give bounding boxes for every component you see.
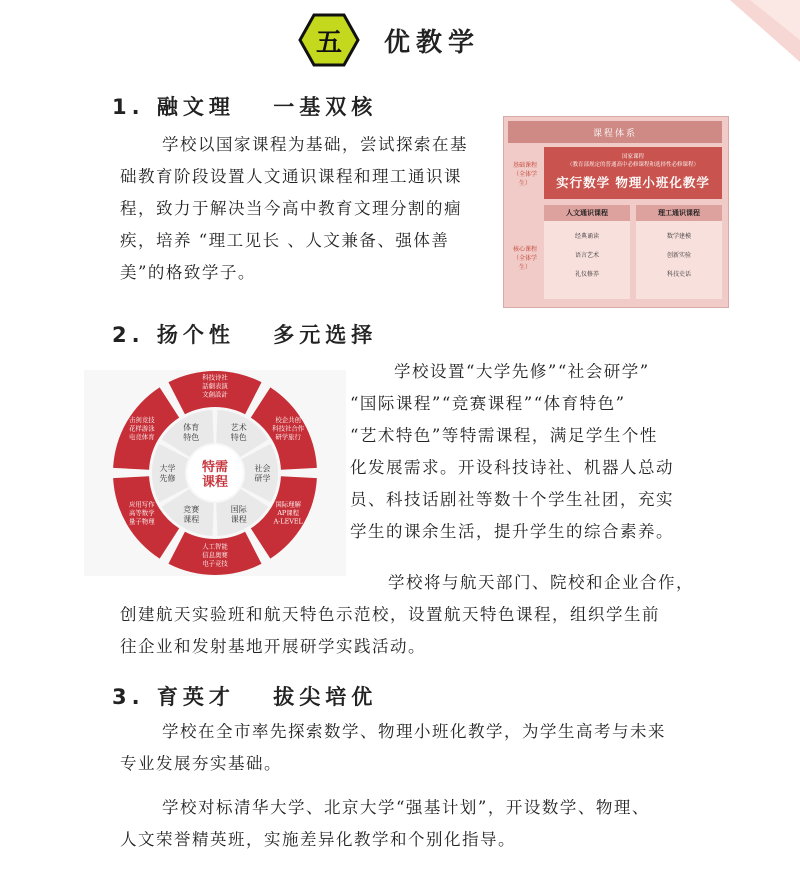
- course-item: 数学建模: [666, 233, 691, 240]
- text-line: 化发展需求。开设科技诗社、机器人总动: [350, 458, 674, 477]
- section-3-paragraph-2: [120, 792, 700, 856]
- outer-segment-label: 高等数学: [129, 508, 155, 517]
- outer-segment-label: 电竞体育: [129, 432, 155, 441]
- text-line: “国际课程”“竞赛课程”“体育特色”: [350, 394, 626, 413]
- text-line: 疾，培养 “理工见长 、人文兼备、强体善: [120, 231, 450, 250]
- section-2-heading: [112, 319, 377, 349]
- science-column: [636, 205, 722, 299]
- column-title: 理工通识课程: [636, 205, 722, 221]
- outer-segment-label: 国际理解: [275, 500, 301, 509]
- text-line: 员、科技话剧社等数十个学生社团，充实: [350, 490, 674, 509]
- section-1-number: 1.: [112, 95, 145, 119]
- inner-segment-label: 特色: [183, 432, 200, 442]
- inner-segment-label: 体育: [183, 422, 200, 432]
- inner-segment-label: 大学: [159, 464, 176, 473]
- section-1-subtitle: 一基双核: [273, 95, 378, 119]
- outer-segment-label: 話劇表演: [202, 382, 228, 390]
- base-note-detail: （教育部规定的普通高中必修课程和选择性必修课程）: [566, 162, 699, 168]
- outer-segment-label: 击剑竞技: [129, 415, 155, 424]
- badge-label: 五: [315, 27, 342, 58]
- outer-segment-label: 科技诗社: [202, 373, 228, 382]
- text-line: 学校在全市率先探索数学、物理小班化教学，为学生高考与未来: [162, 722, 666, 741]
- outer-segment-label: 花样游泳: [129, 424, 155, 433]
- section-3-heading: [112, 681, 377, 711]
- base-note: 国家课程: [621, 154, 644, 160]
- course-item: 语言艺术: [574, 252, 599, 259]
- outer-segment-label: 校企共创: [275, 415, 301, 424]
- outer-segment-label: 应用写作: [129, 500, 155, 509]
- section-2-title: 扬个性: [156, 323, 235, 347]
- text-line: 创建航天实验班和航天特色示范校，设置航天特色课程，组织学生前: [120, 605, 660, 624]
- curriculum-panel: [503, 116, 729, 308]
- center-label: 课程: [201, 475, 229, 490]
- section-3-subtitle: 拔尖培优: [273, 685, 378, 709]
- text-line: 专业发展夯实基础。: [120, 754, 282, 773]
- page-header: [298, 12, 480, 68]
- text-line: 往企业和发射基地开展研学实践活动。: [120, 637, 426, 656]
- section-2-subtitle: 多元选择: [273, 323, 378, 347]
- inner-segment-label: 竞赛: [183, 505, 200, 515]
- inner-segment-label: 特色: [230, 432, 247, 442]
- course-item: 科技史话: [666, 271, 691, 278]
- section-3-paragraph-1: [120, 716, 700, 780]
- text-line: 学生的课余生活，提升学生的综合素养。: [350, 522, 674, 541]
- base-course-box: [544, 147, 722, 199]
- text-line: 学校以国家课程为基础，尝试探索在基: [162, 135, 468, 154]
- outer-segment-label: 量子物理: [129, 517, 155, 526]
- inner-segment-label: 课程: [230, 515, 247, 525]
- humanities-column: [544, 205, 630, 299]
- outer-segment-label: 人工智能: [202, 542, 228, 551]
- outer-segment-label: 信息奥赛: [202, 551, 228, 559]
- inner-segment-label: 课程: [183, 515, 200, 525]
- text-line: 人文荣誉精英班，实施差异化教学和个别化指导。: [120, 830, 516, 849]
- section-1-title: 融文理: [156, 95, 235, 119]
- core-course-label: 核心课程 （全体学生）: [512, 246, 537, 271]
- section-1-paragraph: [120, 129, 498, 289]
- section-2-paragraph-2: [120, 567, 700, 663]
- course-item: 创新实验: [666, 252, 691, 259]
- outer-segment-label: 电子竞技: [202, 559, 228, 568]
- text-line: 美”的格致学子。: [120, 263, 256, 282]
- outer-segment-label: 科技社合作: [272, 424, 305, 433]
- column-title: 人文通识课程: [544, 205, 630, 221]
- inner-segment-label: 国际: [230, 505, 247, 515]
- section-2-number: 2.: [112, 323, 145, 347]
- panel-title: 课程体系: [508, 121, 722, 143]
- text-line: 学校设置“大学先修”“社会研学”: [394, 362, 650, 381]
- inner-segment-label: 研学: [254, 474, 271, 483]
- course-item: 礼仪修养: [574, 271, 599, 278]
- text-line: 学校对标清华大学、北京大学“强基计划”，开设数学、物理、: [162, 798, 650, 817]
- text-line: 础教育阶段设置人文通识课程和理工通识课: [120, 167, 462, 186]
- page-title: 优教学: [384, 27, 481, 58]
- text-line: “艺术特色”等特需课程，满足学生个性: [350, 426, 658, 445]
- base-course-label: 基础课程 （全体学生）: [512, 162, 537, 187]
- section-badge: [298, 12, 360, 68]
- center-label: 特需: [201, 460, 229, 475]
- section-2-paragraph-1: [350, 356, 690, 548]
- section-3-number: 3.: [112, 685, 145, 709]
- text-line: 学校将与航天部门、院校和企业合作，: [388, 573, 694, 592]
- outer-segment-label: 文創設計: [202, 390, 228, 399]
- outer-segment-label: A-LEVEL: [273, 517, 303, 526]
- section-1-heading: [112, 91, 377, 121]
- section-3-title: 育英才: [156, 685, 235, 709]
- outer-segment-label: 研学旅行: [275, 432, 301, 441]
- inner-segment-label: 艺术: [230, 422, 247, 432]
- base-highlight: 实行数学 物理小班化教学: [556, 175, 710, 190]
- corner-decoration: [690, 0, 800, 70]
- text-line: 程，致力于解决当今高中教育文理分割的痼: [120, 199, 462, 218]
- outer-segment-label: AP课程: [277, 508, 300, 517]
- inner-segment-label: 社会: [254, 464, 271, 473]
- course-item: 经典诵读: [574, 233, 599, 240]
- inner-segment-label: 先修: [159, 474, 176, 483]
- special-course-ring-diagram: [84, 368, 346, 578]
